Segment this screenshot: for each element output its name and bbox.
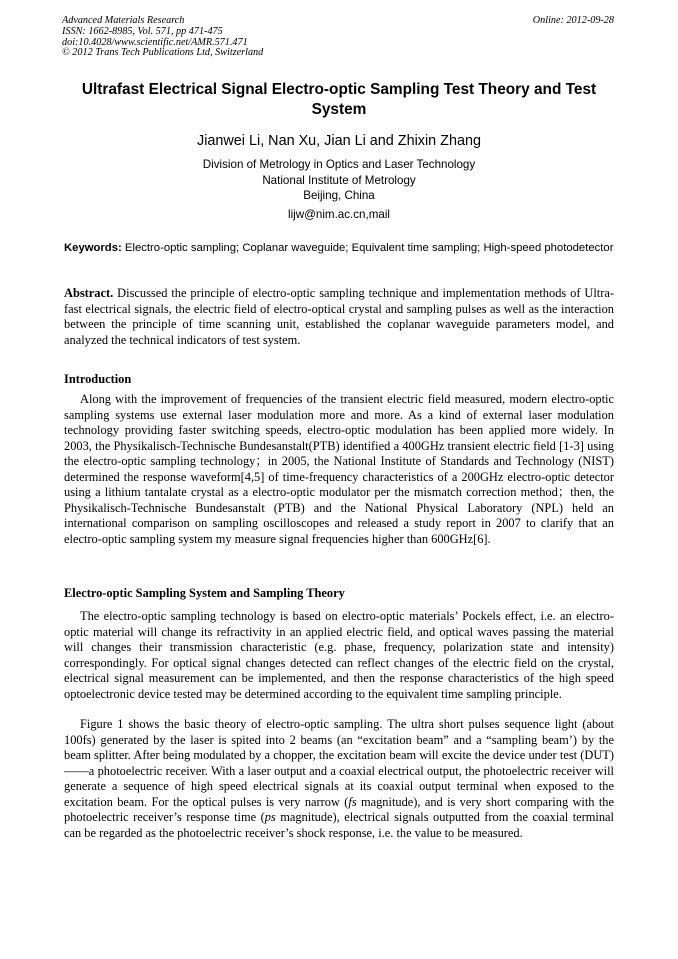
- affiliation-line: Division of Metrology in Optics and Laser Technology: [202, 158, 476, 171]
- abstract-label: Abstract.: [64, 286, 114, 300]
- journal-name: Advanced Materials Research: [62, 15, 185, 26]
- author-list: Jianwei Li, Nan Xu, Jian Li and Zhixin Zhang: [197, 133, 481, 149]
- eo-p2-text-b: magnitude), and is very short comparing with the photoelectric receiver’s response time (: [64, 794, 614, 825]
- eo-p2-text-c: magnitude), electrical signals outputted from the coaxial terminal can be regarded as the photoelectric receiver’s shock response, i.e. the value to be measured.: [64, 810, 615, 840]
- abstract-text: Discussed the principle of electro-optic sampling technique and implementation methods of Ultra-fast electrical signals, the electric field of electro-optical crystal and sampling pulses as well as the interaction between the principle of time scanning unit, established the coplanar waveguide parameters model, and analyzed the technical indicators of test system.: [64, 286, 614, 347]
- affiliation-line: Beijing, China: [303, 189, 375, 202]
- affiliation-line: National Institute of Metrology: [262, 173, 416, 187]
- journal-header: [62, 16, 263, 59]
- eo-p2-text-a: Figure 1 shows the basic theory of electro-optic sampling. The ultra short pulses sequence light (about 100fs) generated by the laser is spited into 2 beams (an “excitation beam” and a “sampling beam’) by the beam splitter. After being modulated by a chopper, the excitation beam will excite the device under test (DUT)——a photoelectric receiver. With a laser output and a coaxial electrical output, the photoelectric receiver will generate a sequence of high speed electrical signals at its coaxial output terminal when exposed to the excitation beam. For the optical pulses is very narrow (: [64, 717, 614, 809]
- keywords-block: [64, 241, 614, 257]
- introduction-paragraph: Along with the improvement of frequencies of the transient electric field measured, modern electro-optic sampling systems use external laser modulation more and more. As a kind of external laser modulation technology providing faster switching speeds, electro-optic modulation has been applied more widely. In 2003, the Physikalisch-Technische Bundesanstalt(PTB) identified a 400GHz transient electric field [1-3] using the electro-optic sampling technology；in 2005, the National Institute of Standards and Technology (NIST) determined the response waveform[4,5] of time-frequency characteristics of a 200GHz electro-optic detector using a lithium tantalate crystal as a electro-optic modulator per the mismatch correction method；then, the Physikalisch-Technische Bundesanstalt (PTB) and the National Physical Laboratory (NPL) held an international comparison on sampling oscilloscopes and released a study report in 2007 to clarify that an electro-optic sampling system my measure signal frequencies higher than 600GHz[6].: [64, 392, 614, 546]
- copyright-line: © 2012 Trans Tech Publications Ltd, Switzerland: [62, 47, 264, 59]
- issn-line: ISSN: 1662-8985, Vol. 571, pp 471-475: [62, 25, 223, 37]
- keywords-text: Electro-optic sampling; Coplanar waveguide; Equivalent time sampling; High-speed photodetector: [124, 242, 614, 254]
- eo-paragraph-1: The electro-optic sampling technology is based on electro-optic materials’ Pockels effect, i.e. an electro-optic material will change its refractivity in an applied electric field, and optical waves passing the material will changes their transmission characteristic (e.g. phase, frequency, polarization state and intensity) correspondingly. For optical signal changes detected can reflect changes of the electric field on the crystal, electrical signal measurement can be implemented, and then the response characteristics of the high speed optoelectronic device tested may be determined according to the equivalent time sampling principle.: [64, 609, 614, 701]
- paper-title: Ultrafast Electrical Signal Electro-optic Sampling Test Theory and Test System: [81, 81, 597, 118]
- eo-paragraph-2: [64, 717, 614, 841]
- abstract-block: [64, 286, 614, 348]
- doi-line: doi:10.4028/www.scientific.net/AMR.571.471: [62, 36, 248, 48]
- affiliation: [62, 157, 616, 204]
- online-date: Online: 2012-09-28: [532, 15, 614, 26]
- section-heading-introduction: Introduction: [64, 372, 132, 386]
- section-heading-eo-sampling: Electro-optic Sampling System and Sampling Theory: [64, 586, 345, 600]
- keywords-label: Keywords:: [64, 242, 122, 254]
- author-email: lijw@nim.ac.cn,mail: [288, 208, 390, 221]
- eo-p2-ps: ps: [264, 810, 276, 825]
- eo-p2-fs: fs: [348, 794, 357, 809]
